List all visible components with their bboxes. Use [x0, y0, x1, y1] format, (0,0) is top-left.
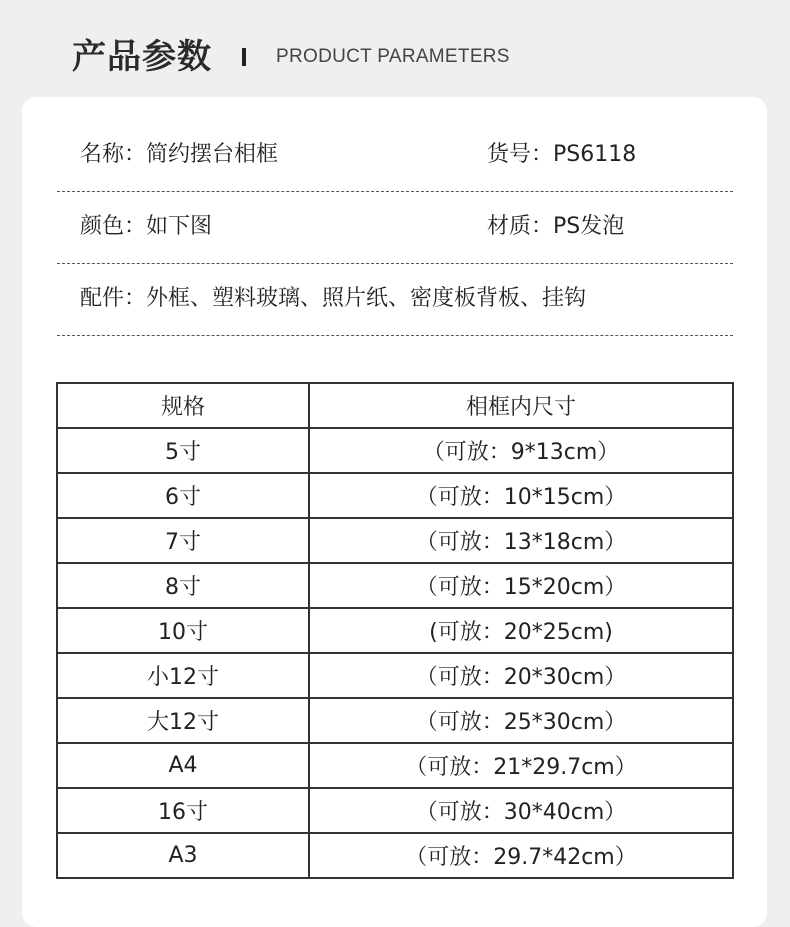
color-value: 如下图 — [146, 214, 213, 239]
inner-size-cell: （可放：29.7*42cm） — [309, 833, 733, 878]
inner-size-cell: （可放：13*18cm） — [309, 518, 733, 563]
item-no-field — [487, 119, 636, 191]
table-row — [57, 698, 733, 743]
spec-cell: 7寸 — [57, 518, 309, 563]
spec-cell: 10寸 — [57, 608, 309, 653]
color-field — [80, 191, 212, 263]
item-no-label: 货号： — [487, 142, 554, 167]
table-row — [57, 743, 733, 788]
spec-cell: 5寸 — [57, 428, 309, 473]
info-row-parts — [57, 263, 733, 336]
table-row — [57, 518, 733, 563]
column-header-spec: 规格 — [57, 383, 309, 428]
parameters-card — [22, 97, 767, 927]
spec-cell: 大12寸 — [57, 698, 309, 743]
table-row — [57, 428, 733, 473]
info-row-name — [57, 119, 733, 192]
parts-value: 外框、塑料玻璃、照片纸、密度板背板、挂钩 — [146, 286, 587, 311]
section-title-en: PRODUCT PARAMETERS — [276, 46, 510, 67]
inner-size-cell: （可放：10*15cm） — [309, 473, 733, 518]
spec-cell: 6寸 — [57, 473, 309, 518]
inner-size-cell: （可放：9*13cm） — [309, 428, 733, 473]
section-header — [72, 28, 510, 78]
inner-size-cell: （可放：20*30cm） — [309, 653, 733, 698]
table-row — [57, 608, 733, 653]
spec-cell: 16寸 — [57, 788, 309, 833]
table-row — [57, 788, 733, 833]
inner-size-cell: （可放：21*29.7cm） — [309, 743, 733, 788]
name-label: 名称： — [80, 142, 147, 167]
title-divider — [242, 48, 246, 66]
inner-size-cell: （可放：15*20cm） — [309, 563, 733, 608]
inner-size-cell: (可放：20*25cm) — [309, 608, 733, 653]
inner-size-cell: （可放：25*30cm） — [309, 698, 733, 743]
material-value: PS发泡 — [553, 214, 625, 239]
material-label: 材质： — [487, 214, 554, 239]
table-row — [57, 563, 733, 608]
table-row — [57, 653, 733, 698]
section-title-cn: 产品参数 — [72, 36, 212, 77]
spec-cell: 小12寸 — [57, 653, 309, 698]
name-field — [80, 119, 278, 191]
spec-cell: A3 — [57, 833, 309, 878]
name-value: 简约摆台相框 — [146, 142, 279, 167]
info-row-color — [57, 191, 733, 264]
table-row — [57, 833, 733, 878]
material-field — [487, 191, 624, 263]
item-no-value: PS6118 — [553, 142, 637, 167]
inner-size-cell: （可放：30*40cm） — [309, 788, 733, 833]
color-label: 颜色： — [80, 214, 147, 239]
size-table — [56, 382, 734, 879]
column-header-inner-size: 相框内尺寸 — [309, 383, 733, 428]
table-row — [57, 473, 733, 518]
parts-field — [80, 263, 586, 335]
spec-cell: A4 — [57, 743, 309, 788]
table-header-row — [57, 383, 733, 428]
spec-cell: 8寸 — [57, 563, 309, 608]
parts-label: 配件： — [80, 286, 147, 311]
